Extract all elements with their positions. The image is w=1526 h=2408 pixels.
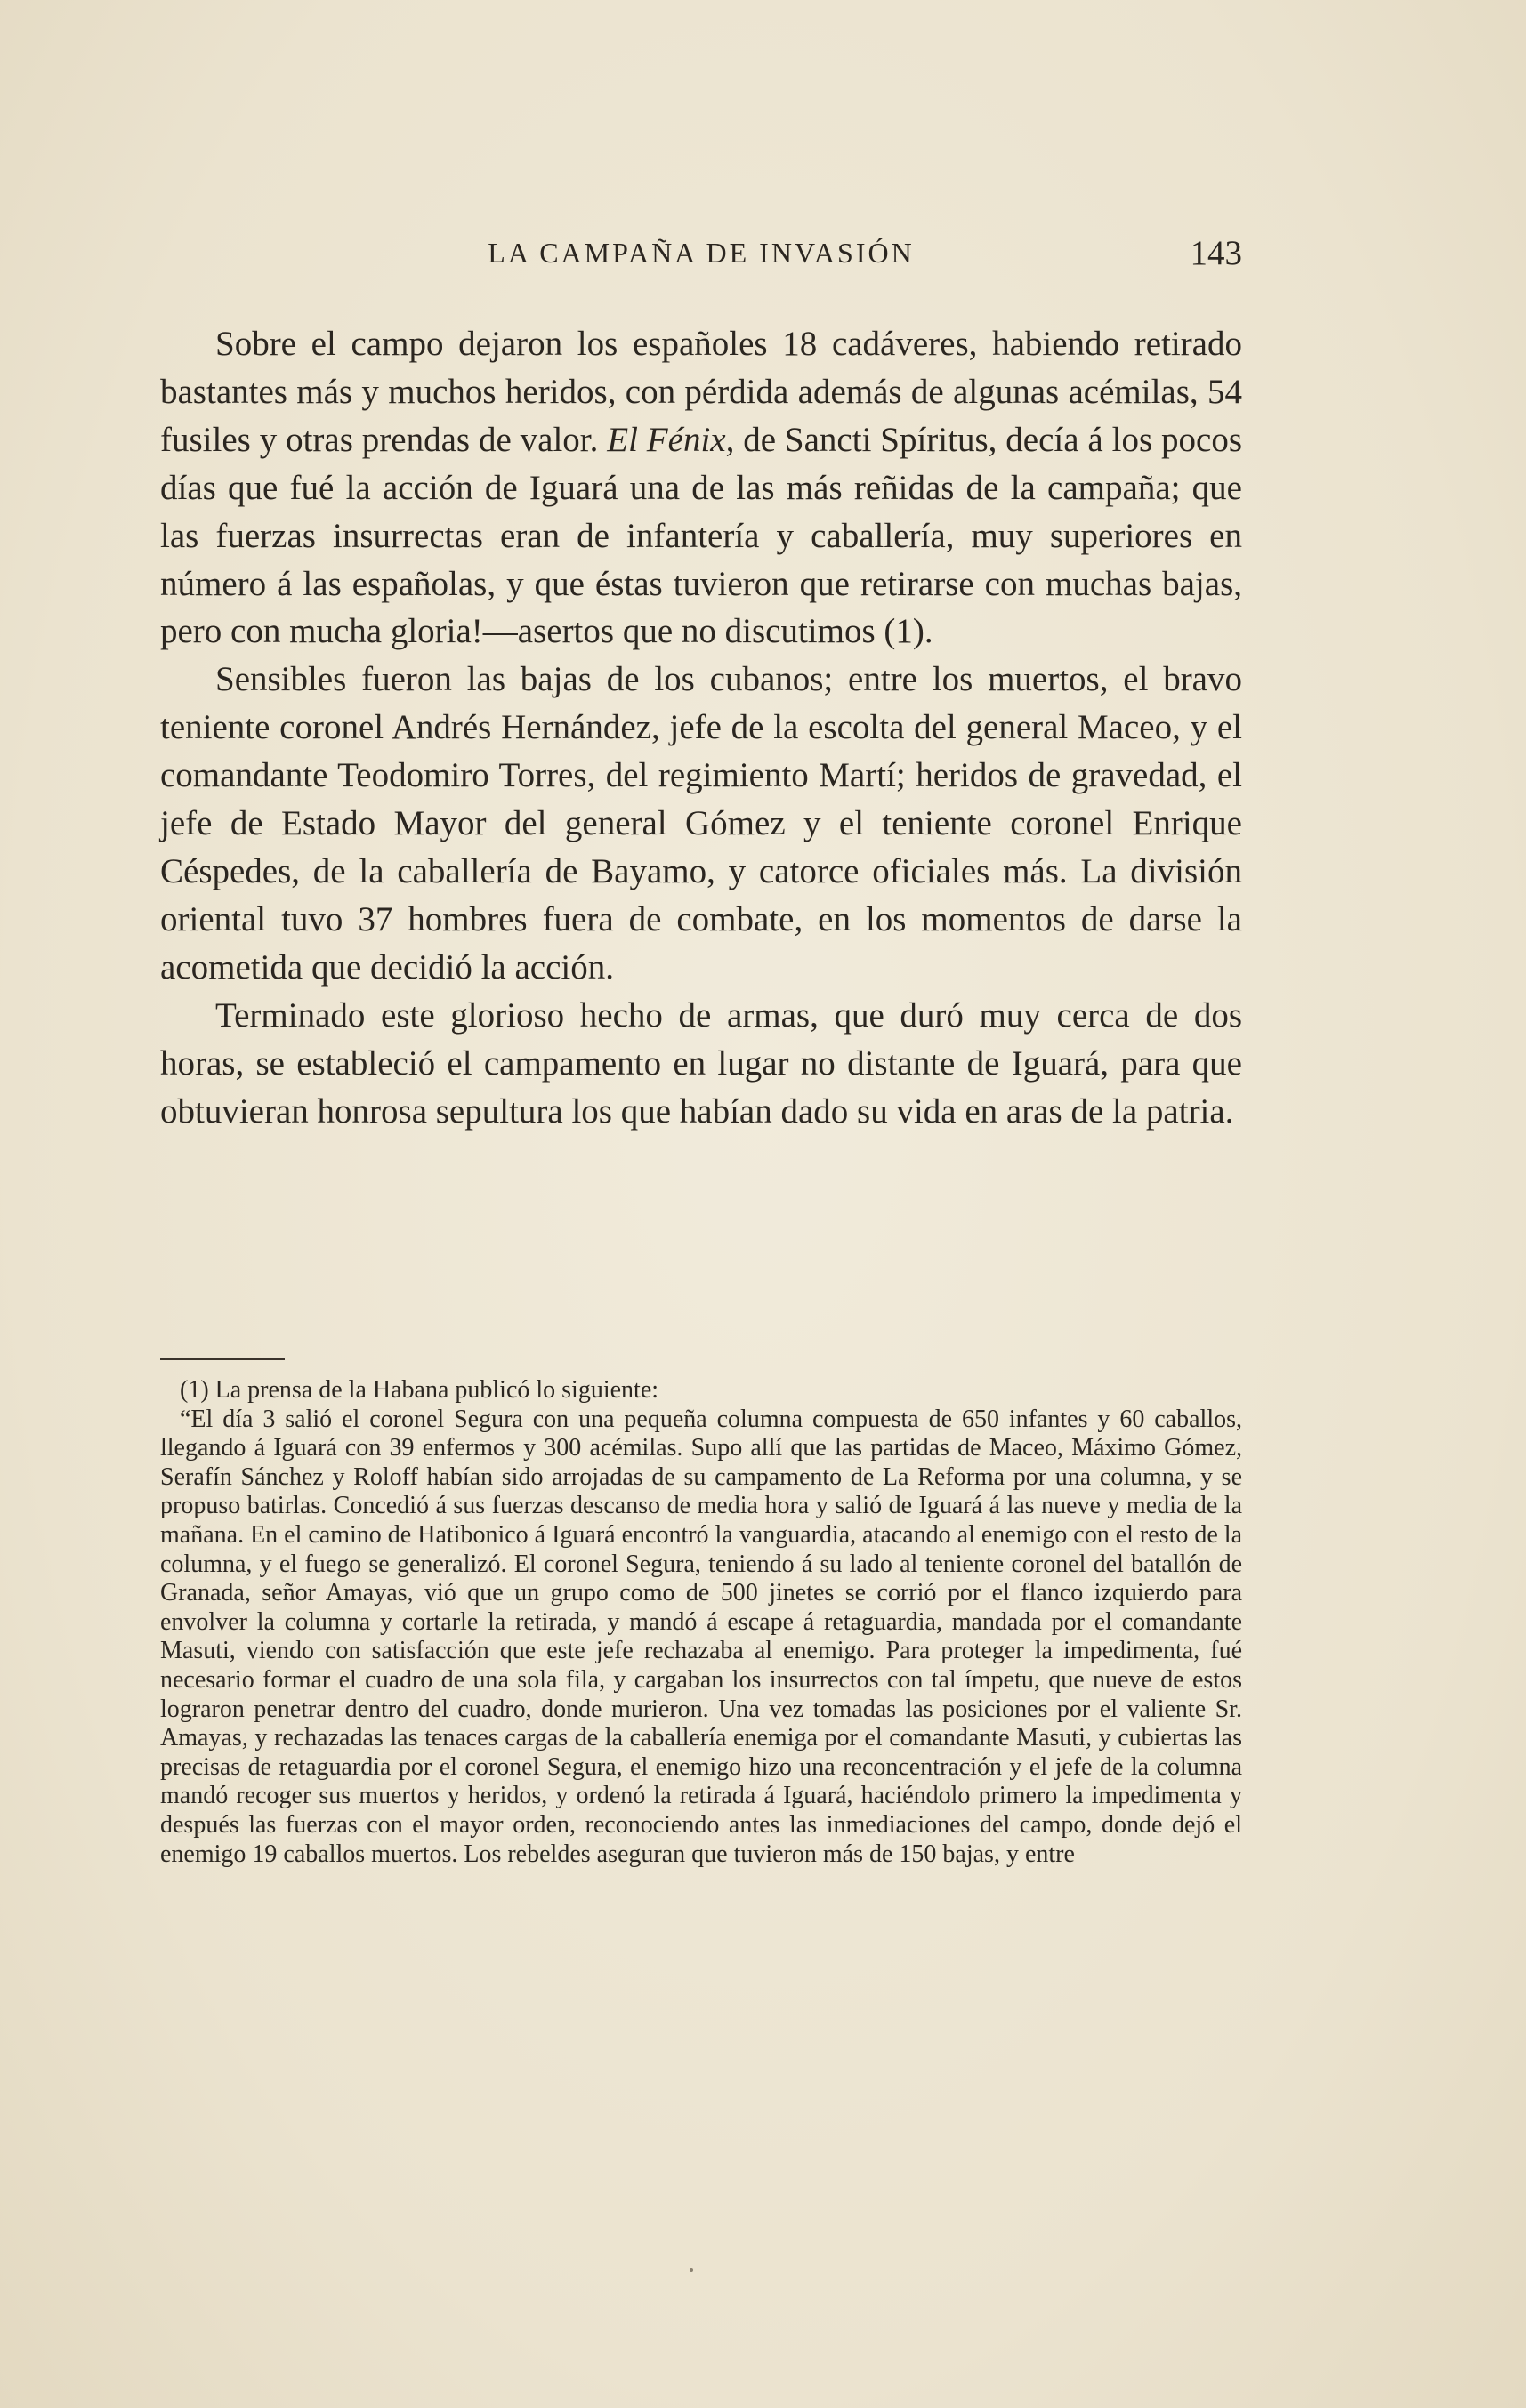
footnote-rule xyxy=(160,1358,285,1360)
running-head xyxy=(160,231,1242,276)
paragraph-1 xyxy=(160,320,1242,656)
newspaper-title: El Fénix, xyxy=(607,420,735,459)
paragraph-2: Sensibles fueron las bajas de los cubanos; entre los muertos, el bravo teniente coronel Andrés Hernández, jefe de la escolta del general Maceo, y el comandante Teodomiro Torres, del regimiento Martí; heridos de gravedad, el jefe de Estado Mayor del general Gómez y el teniente coronel Enrique Céspedes, de la caballería de Bayamo, y catorce oficiales más. La división oriental tuvo 37 hombres fuera de combate, en los momentos de darse la acometida que decidió la acción. xyxy=(160,660,1242,987)
footnote-text: “El día 3 salió el coronel Segura con una pequeña columna compuesta de 650 infantes y 60 caballos, llegando á Iguará con 39 enfermos y 300 acémilas. Supo allí que las partidas de Maceo, Máximo Gómez, Serafín Sánchez y Roloff habían sido arrojadas de su campamento de La Reforma por una columna, y se propuso batirlas. Concedió á sus fuerzas descanso de media hora y salió de Iguará á las nueve y media de la mañana. En el camino de Hatibonico á Iguará encontró la vanguardia, atacando al enemigo con el resto de la columna, y el fuego se generalizó. El coronel Segura, teniendo á su lado al teniente coronel del batallón de Granada, señor Amayas, vió que un grupo como de 500 jinetes se corrió por el flanco izquierdo para envolver la columna y cortarle la retirada, y mandó á escape á retaguardia, mandada por el comandante Masuti, viendo con satisfacción que este jefe rechazaba al enemigo. Para proteger la impedimenta, fué necesario formar el cuadro de una sola fila, y cargaban los insurrectos con tal ímpetu, que nueve de estos lograron penetrar dentro del cuadro, donde murieron. Una vez tomadas las posiciones por el valiente Sr. Amayas, y rechazadas las tenaces cargas de la caballería enemiga por el comandante Masuti, y cubiertas las precisas de retaguardia por el coronel Segura, el enemigo hizo una reconcentración y el jefe de la columna mandó recoger sus muertos y heridos, y ordenó la retirada á Iguará, haciéndolo primero la impedimenta y después las fuerzas con el mayor orden, reconociendo antes las inmediaciones del campo, donde dejó el enemigo 19 caballos muertos. Los rebeldes aseguran que tuvieron más de 150 bajas, y entre xyxy=(160,1405,1242,1868)
paper-speck xyxy=(690,2268,693,2272)
paragraph-1-continuation: de Sancti Spíritus, decía á los pocos días que fué la acción de Iguará una de las más reñidas de la campaña; que las fuerzas insurrectas eran de infantería y caballería, muy superiores en número á las españolas, y que éstas tuvieron que retirarse con muchas bajas, pero con mucha gloria!—asertos que no discutimos (1). xyxy=(160,420,1243,651)
paragraph-3: Terminado este glorioso hecho de armas, que duró muy cerca de dos horas, se estableció el campamento en lugar no distante de Iguará, para que obtuvieran honrosa sepultura los que habían dado su vida en aras de la patria. xyxy=(160,995,1242,1131)
main-text xyxy=(160,320,1242,1135)
page-number: 143 xyxy=(1190,234,1242,272)
footnote-intro: (1) La prensa de la Habana publicó lo siguiente: xyxy=(180,1376,659,1404)
paragraph-1-text: Sobre el campo dejaron los españoles 18 cadáveres, habiendo retirado bastantes más y muchos heridos, con pérdida además de algunas acémilas, 54 fusiles y otras prendas de valor. xyxy=(160,325,1242,459)
running-title: LA CAMPAÑA DE INVASIÓN xyxy=(488,237,915,269)
footnotes xyxy=(160,1376,1242,1869)
